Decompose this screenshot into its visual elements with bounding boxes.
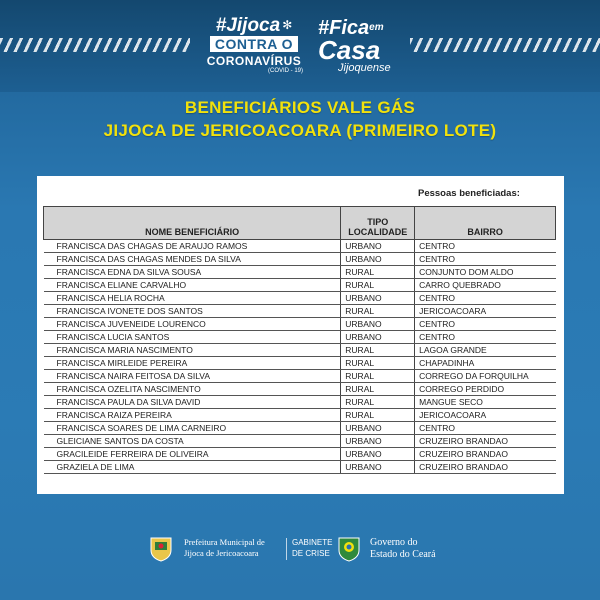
cell-bairro: MANGUE SECO — [415, 396, 556, 409]
cell-bairro: CARRO QUEBRADO — [415, 279, 556, 292]
governo-ceara-crest-icon — [337, 534, 361, 562]
cell-nome: FRANCISCA NAIRA FEITOSA DA SILVA — [44, 370, 341, 383]
cell-nome: FRANCISCA LUCIA SANTOS — [44, 331, 341, 344]
cell-nome: FRANCISCA ELIANE CARVALHO — [44, 279, 341, 292]
beneficiaries-sheet — [37, 176, 564, 494]
table-row — [44, 318, 556, 331]
cell-nome: GLEICIANE SANTOS DA COSTA — [44, 435, 341, 448]
table-row — [44, 422, 556, 435]
cell-tipo: RURAL — [341, 266, 415, 279]
cell-tipo: URBANO — [341, 240, 415, 253]
table-row — [44, 409, 556, 422]
cell-tipo: RURAL — [341, 357, 415, 370]
cell-tipo: URBANO — [341, 461, 415, 474]
cell-nome: FRANCISCA HELIA ROCHA — [44, 292, 341, 305]
logo-fica: #Fica — [318, 17, 370, 39]
cell-bairro: CENTRO — [415, 331, 556, 344]
logo-coronavirus: CORONAVÍRUS — [206, 54, 302, 68]
cell-tipo: URBANO — [341, 331, 415, 344]
cell-nome: FRANCISCA IVONETE DOS SANTOS — [44, 305, 341, 318]
gabinete-label: GABINETE DE CRISE — [292, 538, 333, 558]
logo-covid-note: (COVID - 19) — [267, 68, 303, 74]
decorative-stripes-right — [410, 38, 600, 52]
virus-icon: ✻ — [282, 18, 293, 32]
table-caption: Pessoas beneficiadas: — [418, 188, 520, 199]
cell-tipo: URBANO — [341, 448, 415, 461]
cell-bairro: JERICOACOARA — [415, 305, 556, 318]
table-row — [44, 344, 556, 357]
cell-tipo: RURAL — [341, 383, 415, 396]
cell-bairro: CENTRO — [415, 253, 556, 266]
header-bairro: BAIRRO — [415, 207, 556, 240]
governo-label: Governo do Estado do Ceará — [370, 537, 436, 560]
table-row — [44, 357, 556, 370]
table-row — [44, 305, 556, 318]
cell-bairro: CENTRO — [415, 292, 556, 305]
beneficiaries-table — [43, 206, 556, 474]
cell-nome: FRANCISCA DAS CHAGAS DE ARAUJO RAMOS — [44, 240, 341, 253]
cell-bairro: CENTRO — [415, 240, 556, 253]
cell-tipo: URBANO — [341, 292, 415, 305]
cell-nome: FRANCISCA PAULA DA SILVA DAVID — [44, 396, 341, 409]
table-row — [44, 448, 556, 461]
cell-nome: FRANCISCA RAIZA PEREIRA — [44, 409, 341, 422]
cell-bairro: CENTRO — [415, 318, 556, 331]
cell-bairro: CORREGO PERDIDO — [415, 383, 556, 396]
footer-divider — [286, 538, 287, 560]
cell-bairro: CRUZEIRO BRANDAO — [415, 435, 556, 448]
cell-tipo: RURAL — [341, 409, 415, 422]
cell-nome: FRANCISCA MIRLEIDE PEREIRA — [44, 357, 341, 370]
header-nome: NOME BENEFICIÁRIO — [44, 207, 341, 240]
cell-nome: FRANCISCA SOARES DE LIMA CARNEIRO — [44, 422, 341, 435]
decorative-stripes-left — [0, 38, 190, 52]
table-row — [44, 279, 556, 292]
fica-em-casa-logo — [318, 18, 408, 78]
cell-tipo: URBANO — [341, 318, 415, 331]
cell-tipo: URBANO — [341, 253, 415, 266]
table-row — [44, 240, 556, 253]
cell-bairro: CENTRO — [415, 422, 556, 435]
cell-bairro: CHAPADINHA — [415, 357, 556, 370]
logo-casa: Casa — [318, 35, 381, 65]
cell-nome: FRANCISCA EDNA DA SILVA SOUSA — [44, 266, 341, 279]
table-row — [44, 292, 556, 305]
cell-tipo: RURAL — [341, 305, 415, 318]
jijoca-contra-coronavirus-logo — [199, 16, 309, 78]
table-row — [44, 461, 556, 474]
cell-bairro: CRUZEIRO BRANDAO — [415, 461, 556, 474]
logo-contra: CONTRA O — [210, 36, 298, 52]
cell-tipo: RURAL — [341, 370, 415, 383]
prefeitura-label: Prefeitura Municipal de Jijoca de Jericoacoara — [184, 537, 265, 558]
cell-tipo: RURAL — [341, 344, 415, 357]
table-row — [44, 383, 556, 396]
page-subtitle: JIJOCA DE JERICOACOARA (PRIMEIRO LOTE) — [103, 121, 497, 140]
cell-tipo: RURAL — [341, 279, 415, 292]
table-row — [44, 396, 556, 409]
cell-tipo: RURAL — [341, 396, 415, 409]
cell-nome: GRAZIELA DE LIMA — [44, 461, 341, 474]
cell-bairro: CRUZEIRO BRANDAO — [415, 448, 556, 461]
table-row — [44, 435, 556, 448]
logo-jijoquense: Jijoquense — [338, 62, 391, 74]
prefeitura-crest-icon — [149, 534, 173, 562]
cell-nome: GRACILEIDE FERREIRA DE OLIVEIRA — [44, 448, 341, 461]
cell-tipo: URBANO — [341, 422, 415, 435]
page-title: BENEFICIÁRIOS VALE GÁS — [184, 98, 416, 117]
table-row — [44, 331, 556, 344]
cell-bairro: CORREGO DA FORQUILHA — [415, 370, 556, 383]
logo-em: em — [369, 22, 384, 33]
cell-bairro: LAGOA GRANDE — [415, 344, 556, 357]
cell-tipo: URBANO — [341, 435, 415, 448]
cell-nome: FRANCISCA JUVENEIDE LOURENCO — [44, 318, 341, 331]
logo-hashtag: #Jijoca — [215, 15, 281, 36]
cell-bairro: CONJUNTO DOM ALDO — [415, 266, 556, 279]
table-header-row — [44, 207, 556, 240]
cell-bairro: JERICOACOARA — [415, 409, 556, 422]
footer — [0, 532, 600, 568]
table-row — [44, 266, 556, 279]
cell-nome: FRANCISCA DAS CHAGAS MENDES DA SILVA — [44, 253, 341, 266]
table-row — [44, 370, 556, 383]
cell-nome: FRANCISCA OZELITA NASCIMENTO — [44, 383, 341, 396]
cell-nome: FRANCISCA MARIA NASCIMENTO — [44, 344, 341, 357]
header-tipo: TIPO LOCALIDADE — [341, 207, 415, 240]
table-row — [44, 253, 556, 266]
